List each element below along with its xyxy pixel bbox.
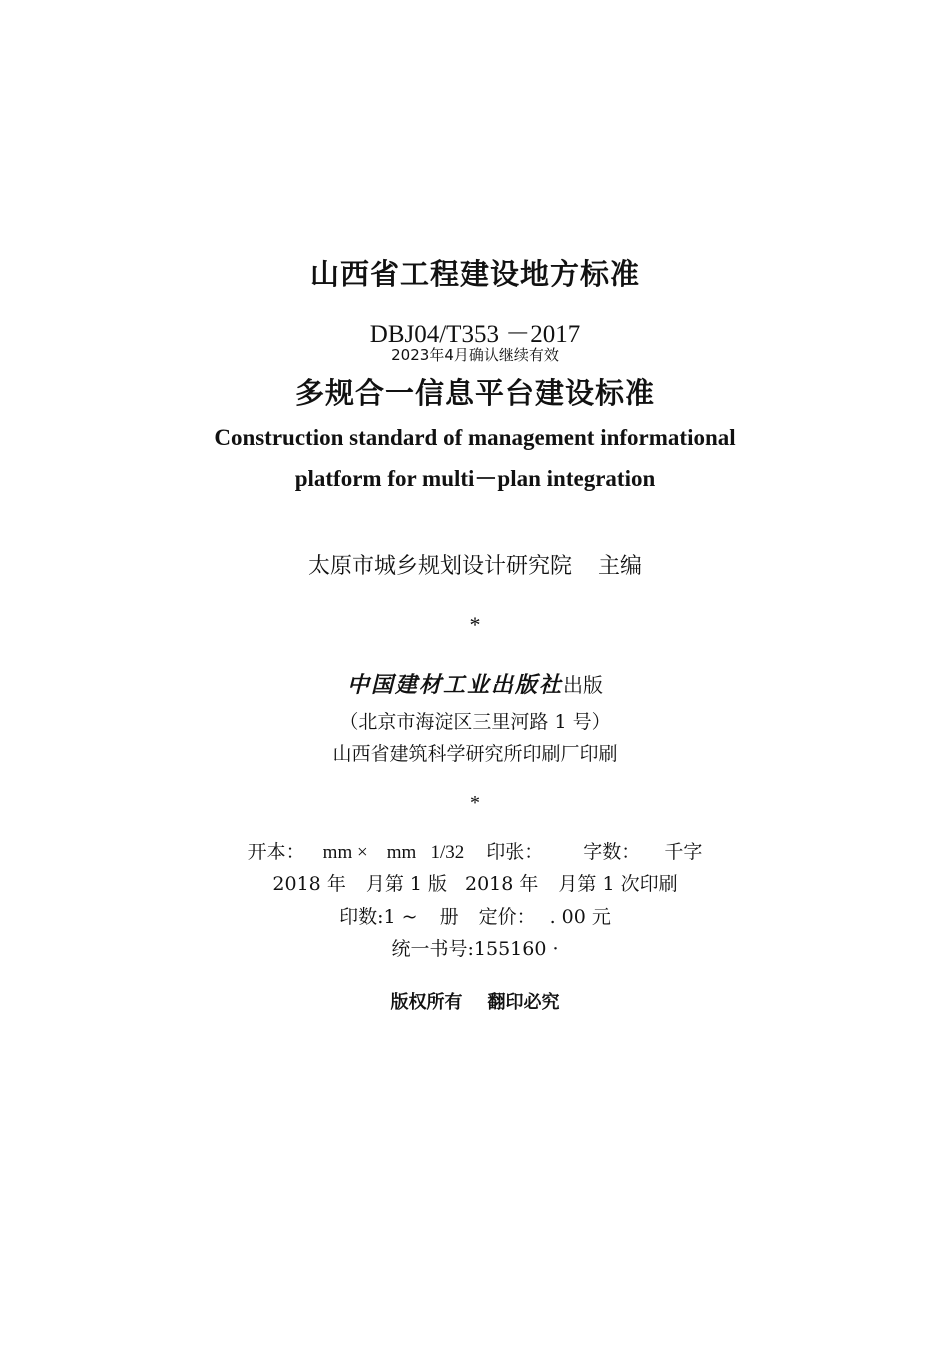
separator-star-1: * — [469, 612, 481, 637]
validity-note: 2023年4月确认继续有效 — [391, 346, 559, 364]
price-label: 定价： — [478, 906, 536, 928]
copyright-notice: 版权所有 翻印必究 — [390, 992, 560, 1013]
words-unit: 千字 — [664, 841, 703, 863]
publisher-address: （北京市海淀区三里河路 1 号） — [339, 711, 611, 733]
separator-star-2: * — [470, 792, 480, 814]
printer: 山西省建筑科学研究所印刷厂印刷 — [332, 743, 618, 765]
series-title: 山西省工程建设地方标准 — [309, 257, 640, 291]
isbn-line: 统一书号:155160 · — [391, 938, 559, 960]
publisher-line — [0, 668, 950, 699]
format-label: 开本： — [247, 841, 305, 863]
format-value: mm × mm 1/32 — [322, 842, 465, 863]
copies-line — [0, 902, 950, 929]
copies-text: 印数:1 ~ — [339, 906, 418, 928]
specs-line — [0, 837, 950, 864]
edition-year-1: 2018 年 — [272, 873, 346, 895]
edition-text: 月第 1 版 — [365, 873, 447, 895]
sheets-label: 印张： — [486, 841, 544, 863]
publisher-logo: 中国建材工业出版社 — [346, 672, 563, 698]
print-text: 月第 1 次印刷 — [558, 873, 678, 895]
volume-unit: 册 — [439, 906, 459, 928]
price-value: . 00 元 — [549, 906, 611, 928]
standard-code: DBJ04/T353 －2017 — [369, 321, 581, 348]
edition-year-2: 2018 年 — [465, 873, 539, 895]
title-zh: 多规合一信息平台建设标准 — [294, 376, 655, 410]
words-label: 字数： — [583, 841, 641, 863]
editor-line — [0, 549, 950, 580]
publish-word: 出版 — [563, 673, 603, 697]
title-en-line2: platform for multi－plan integration — [294, 466, 656, 491]
title-en-line1: Construction standard of management informational — [214, 425, 736, 450]
editor-role: 主编 — [598, 554, 643, 579]
editor-org: 太原市城乡规划设计研究院 — [307, 554, 572, 579]
edition-line — [0, 869, 950, 896]
